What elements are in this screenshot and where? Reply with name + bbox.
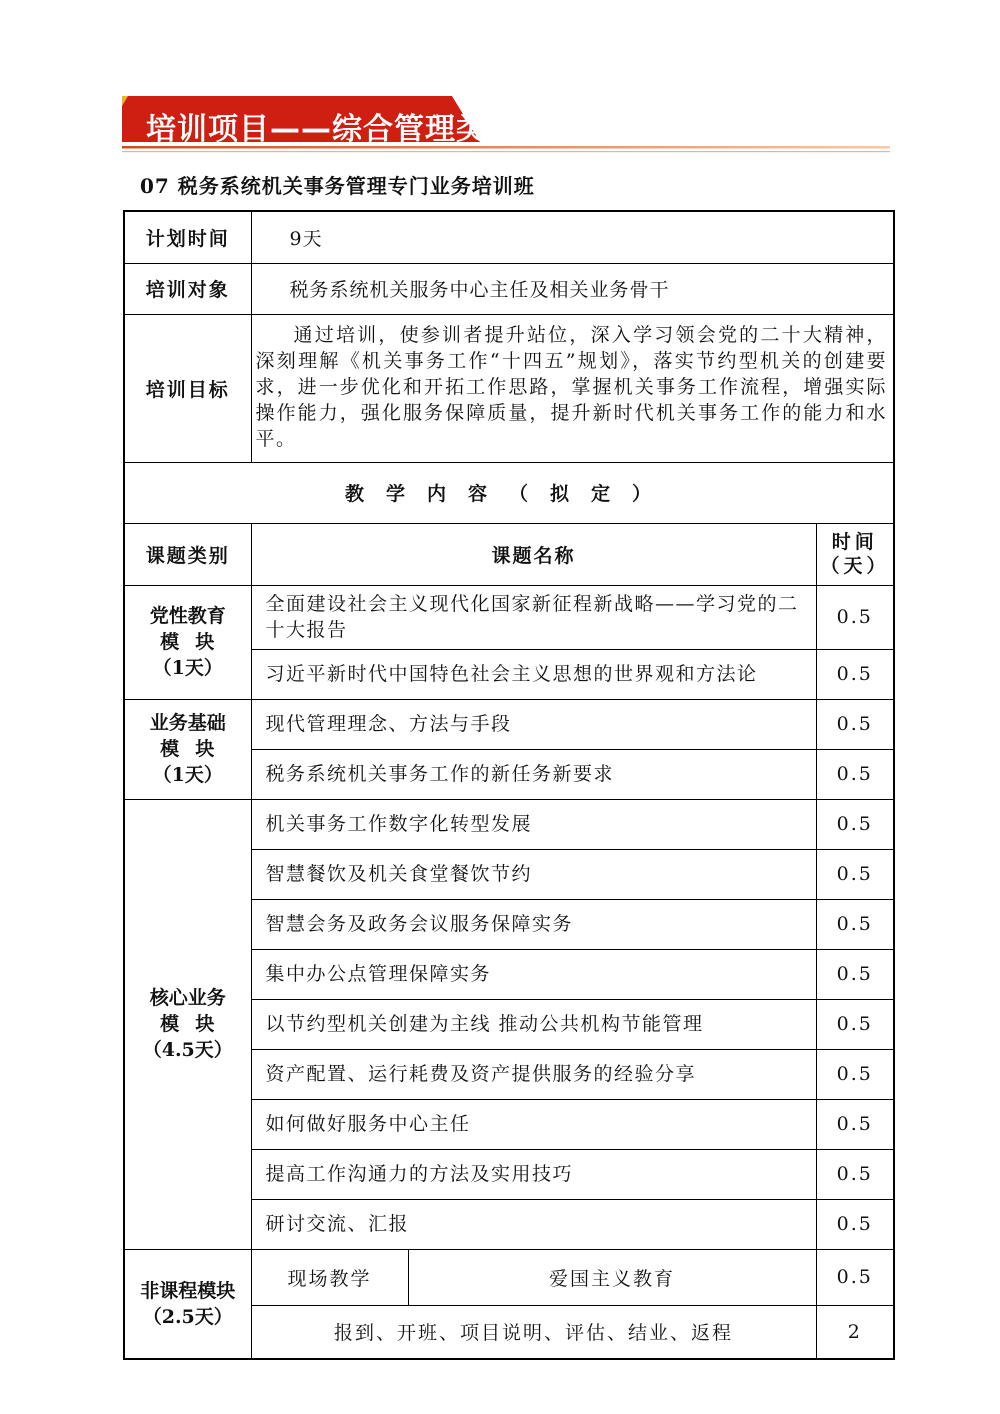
- module-days: （2.5天）: [142, 1305, 233, 1328]
- field-teaching-topic: 爱国主义教育: [408, 1249, 816, 1305]
- target-row: [124, 263, 894, 314]
- banner-title: 培训项目——综合管理类: [146, 112, 487, 147]
- header-row: [124, 523, 894, 585]
- table-row: [124, 699, 894, 749]
- topic-time: 2: [816, 1305, 894, 1359]
- goal-label: 培训目标: [124, 314, 251, 462]
- topic-time: 0.5: [816, 999, 894, 1049]
- topic-time: 0.5: [816, 799, 894, 849]
- topic-name: 研讨交流、汇报: [251, 1199, 816, 1249]
- table-row: [124, 799, 894, 849]
- topic-name: 如何做好服务中心主任: [251, 1099, 816, 1149]
- topic-name: 税务系统机关事务工作的新任务新要求: [251, 749, 816, 799]
- topic-name: 现代管理理念、方法与手段: [251, 699, 816, 749]
- goal-row: [124, 314, 894, 462]
- module-suffix: 模 块: [160, 1013, 216, 1035]
- module-name: 业务基础: [149, 712, 226, 734]
- col-category: 课题类别: [124, 523, 251, 585]
- section-title: 教学内容（拟定）: [124, 462, 894, 523]
- topic-time: 0.5: [816, 1099, 894, 1149]
- topic-time: 0.5: [816, 1199, 894, 1249]
- module-name: 党性教育: [149, 605, 226, 627]
- topic-time: 0.5: [816, 949, 894, 999]
- module-label: [124, 585, 251, 699]
- topic-time: 0.5: [816, 899, 894, 949]
- field-teaching-label: 现场教学: [251, 1249, 408, 1305]
- topic-name: 资产配置、运行耗费及资产提供服务的经验分享: [251, 1049, 816, 1099]
- topic-name: 机关事务工作数字化转型发展: [251, 799, 816, 849]
- topic-time: 0.5: [816, 749, 894, 799]
- plan-time-label: 计划时间: [124, 211, 251, 263]
- topic-name: 集中办公点管理保障实务: [251, 949, 816, 999]
- topic-time: 0.5: [816, 649, 894, 699]
- target-value: 税务系统机关服务中心主任及相关业务骨干: [251, 263, 894, 314]
- module-days: （1天）: [152, 764, 223, 786]
- topic-name: 提高工作沟通力的方法及实用技巧: [251, 1149, 816, 1199]
- topic-time: 0.5: [816, 1249, 894, 1305]
- module-name: 非课程模块: [140, 1279, 236, 1302]
- topic-time: 0.5: [816, 1149, 894, 1199]
- topic-name: 习近平新时代中国特色社会主义思想的世界观和方法论: [251, 649, 816, 699]
- topic-name: 智慧餐饮及机关食堂餐饮节约: [251, 849, 816, 899]
- topic-time: 0.5: [816, 849, 894, 899]
- curriculum-table: [123, 210, 895, 1360]
- module-name: 核心业务: [149, 987, 226, 1009]
- target-label: 培训对象: [124, 263, 251, 314]
- admin-topic: 报到、开班、项目说明、评估、结业、返程: [251, 1305, 816, 1359]
- module-days: （4.5天）: [142, 1039, 233, 1061]
- topic-name: 以节约型机关创建为主线 推动公共机构节能管理: [251, 999, 816, 1049]
- plan-time-value: 9天: [251, 211, 894, 263]
- module-label: [124, 1249, 251, 1359]
- topic-time: 0.5: [816, 585, 894, 649]
- section-row: [124, 462, 894, 523]
- course-title: 07 税务系统机关事务管理专门业务培训班: [140, 174, 535, 198]
- module-suffix: 模 块: [160, 631, 216, 653]
- module-label: [124, 799, 251, 1249]
- table-row: [124, 1249, 894, 1305]
- col-name: 课题名称: [251, 523, 816, 585]
- table-row: [124, 585, 894, 649]
- goal-value: 通过培训，使参训者提升站位，深入学习领会党的二十大精神，深刻理解《机关事务工作“十四五”规划》，落实节约型机关的创建要求，进一步优化和开拓工作思路，掌握机关事务工作流程，增强实际操作能力，强化服务保障质量，提升新时代机关事务工作的能力和水平。: [251, 314, 894, 462]
- topic-time: 0.5: [816, 1049, 894, 1099]
- plan-time-row: [124, 211, 894, 263]
- topic-name: 全面建设社会主义现代化国家新征程新战略——学习党的二十大报告: [251, 585, 816, 649]
- topic-name: 智慧会务及政务会议服务保障实务: [251, 899, 816, 949]
- module-days: （1天）: [152, 657, 223, 679]
- module-suffix: 模 块: [160, 738, 216, 760]
- topic-time: 0.5: [816, 699, 894, 749]
- module-label: [124, 699, 251, 799]
- col-time: 时间（天）: [816, 523, 894, 585]
